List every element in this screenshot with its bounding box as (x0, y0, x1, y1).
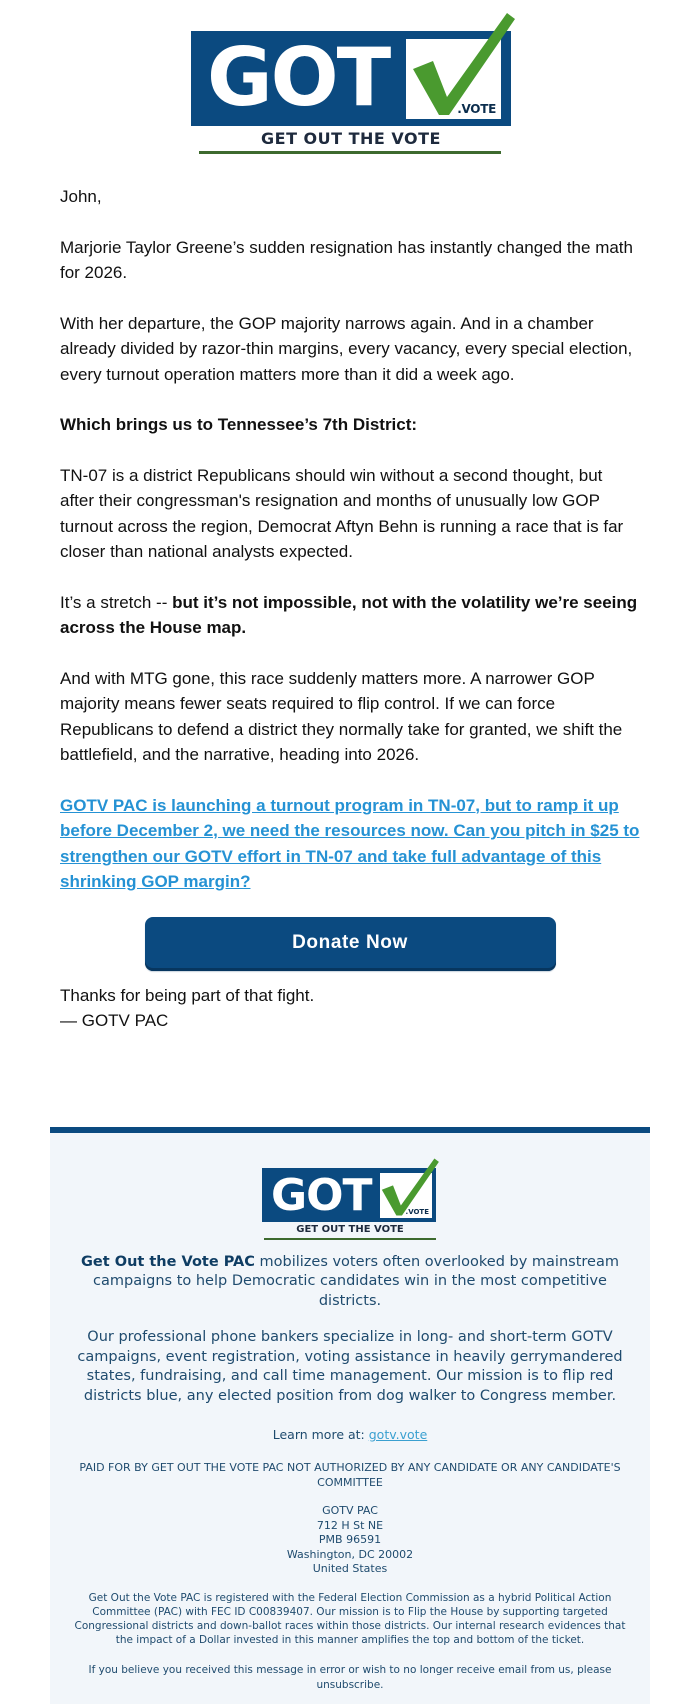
logo-underline (199, 151, 501, 154)
signoff-signature: — GOTV PAC (60, 1011, 169, 1030)
signoff-thanks: Thanks for being part of that fight. (60, 985, 315, 1005)
address-line: 712 H St NE (316, 1518, 384, 1532)
paid-for-disclaimer: PAID FOR BY GET OUT THE VOTE PAC NOT AUTHORIZED BY ANY CANDIDATE OR ANY CANDIDATE'S COMMITTEE (79, 1461, 621, 1489)
paragraph-mtg-gone: And with MTG gone, this race suddenly matters more. A narrower GOP majority means fewer seats required to flip control. If we can force Republicans to defend a district they normally take for granted, we shift the battlefield, and the narrative, heading into 2026. (60, 668, 623, 764)
stretch-plain: It’s a stretch -- (60, 592, 173, 612)
footer-checkmark-icon (374, 1156, 440, 1218)
footer-mission: Our professional phone bankers specialize in long- and short-term GOTV campaigns, event registration, voting assistance in heavily gerrymandered states, fundraising, and call time management. Our mission is to flip red districts blue, any elected position from dog walker to Congress member. (77, 1329, 623, 1404)
paragraph-heading-tn07 (60, 412, 640, 438)
cta-donate-link[interactable]: GOTV PAC is launching a turnout program in TN-07, but to ramp it up before December 2, we need the resources now. Can you pitch in $25 to strengthen our GOTV effort in TN-07 and take full advantage of this shrinking GOP margin? (60, 795, 640, 891)
gotv-logo[interactable] (191, 31, 511, 126)
footer-logo-tagline: GET OUT THE VOTE (296, 1223, 404, 1235)
footer-logo[interactable] (260, 1153, 440, 1233)
donate-button-wrap (60, 917, 640, 971)
fec-disclaimer: Get Out the Vote PAC is registered with the Federal Election Commission as a hybrid Political Action Committee (PAC) with FEC ID C00839407. Our mission is to Flip the House by supporting targeted Congressional districts and down-ballot races within those districts. Our internal research evidences that the impact of a Dollar invested in this manner amplifies the top and bottom of the ticket. (74, 1591, 626, 1647)
checkmark-icon (399, 9, 517, 119)
heading-tn07-text: Which brings us to Tennessee’s 7th District: (60, 415, 418, 434)
logo-got-text: GOT (207, 31, 390, 124)
donate-now-button[interactable]: Donate Now (145, 917, 556, 971)
footer-learn-more (70, 1426, 630, 1443)
email-body (0, 170, 700, 1034)
footer-logo-dotvote: .VOTE (405, 1207, 429, 1216)
signoff (60, 983, 640, 1034)
footer-logo-box (262, 1168, 436, 1222)
mailing-address (70, 1504, 630, 1577)
unsubscribe-notice (70, 1663, 630, 1691)
footer-about-text: mobilizes voters often overlooked by mainstream campaigns to help Democratic candidates win in the most competitive districts. (93, 1253, 619, 1309)
address-line: United States (312, 1562, 388, 1575)
footer-about (70, 1253, 630, 1312)
logo-tagline: GET OUT THE VOTE (261, 129, 441, 148)
email-footer (50, 1127, 650, 1704)
learn-more-label: Learn more at: (272, 1427, 369, 1442)
address-line: PMB 96591 (318, 1533, 382, 1546)
header-logo-area (0, 0, 700, 170)
paragraph-resignation: Marjorie Taylor Greene’s sudden resignation has instantly changed the math for 2026. (60, 237, 633, 282)
paragraph-cta (60, 793, 640, 895)
paragraph-majority: With her departure, the GOP majority narrows again. And in a chamber already divided by razor-thin margins, every vacancy, every special election, every turnout operation matters more than it did a week ago. (60, 313, 633, 384)
address-line: Washington, DC 20002 (286, 1547, 414, 1561)
gotv-vote-link[interactable]: gotv.vote (368, 1427, 428, 1442)
unsubscribe-link[interactable]: If you believe you received this message in error or wish to no longer receive email from us, please unsubscribe. (88, 1664, 612, 1691)
paragraph-tn07: TN-07 is a district Republicans should win without a second thought, but after their congressman's resignation and months of unusually low GOP turnout across the region, Democrat Aftyn Behn is running a race that is far closer than national analysts expected. (60, 465, 624, 561)
logo-dotvote-text: .VOTE (457, 102, 496, 116)
paragraph-stretch (60, 590, 640, 641)
footer-logo-got-text: GOT (271, 1169, 372, 1221)
stretch-bold: but it’s not impossible, not with the volatility we’re seeing across the House map. (60, 592, 638, 637)
footer-logo-underline (264, 1238, 436, 1240)
footer-about-org: Get Out the Vote PAC (81, 1253, 255, 1270)
greeting: John, (60, 187, 102, 206)
address-line: GOTV PAC (322, 1504, 378, 1517)
